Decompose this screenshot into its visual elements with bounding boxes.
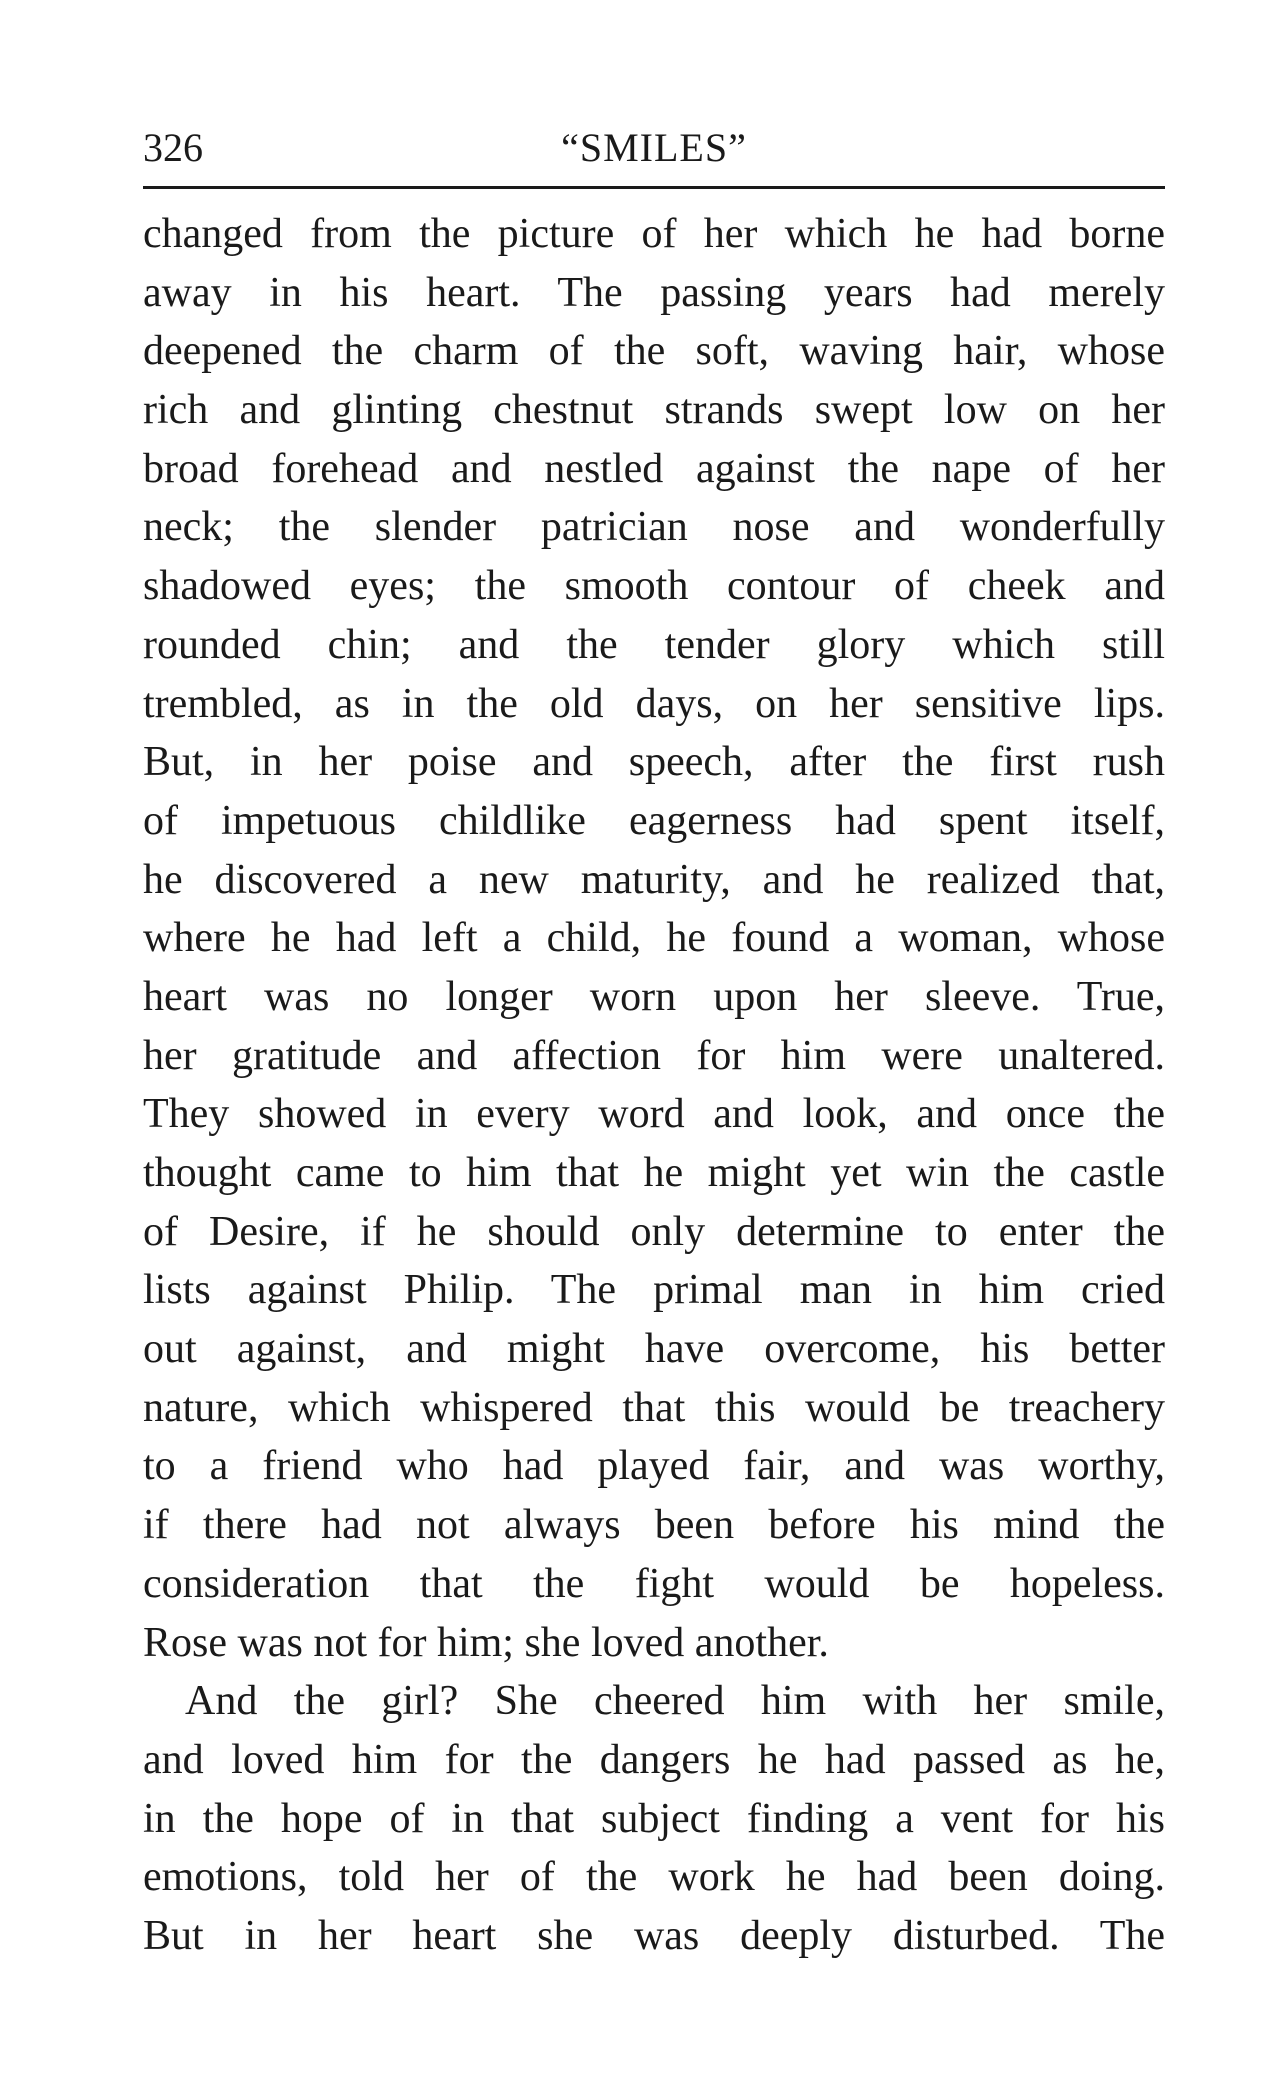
text-line: of impetuous childlike eagerness had spent itself, xyxy=(143,797,1165,844)
header-rule xyxy=(143,186,1165,189)
text-line: shadowed eyes; the smooth contour of cheek and xyxy=(143,563,1165,610)
text-line: to a friend who had played fair, and was worthy, xyxy=(143,1443,1165,1490)
text-line: her gratitude and affection for him were unaltered. xyxy=(143,1032,1165,1079)
text-line: where he had left a child, he found a woman, whose xyxy=(143,915,1165,962)
text-line: of Desire, if he should only determine to enter the xyxy=(143,1208,1165,1255)
page-number: 326 xyxy=(143,125,203,170)
text-line: if there had not always been before his mind the xyxy=(143,1502,1165,1549)
text-line: But, in her poise and speech, after the first rush xyxy=(143,739,1165,786)
text-line: nature, which whispered that this would be treachery xyxy=(143,1384,1165,1431)
text-line: out against, and might have overcome, his better xyxy=(143,1326,1165,1373)
text-line: heart was no longer worn upon her sleeve. True, xyxy=(143,973,1165,1020)
text-line: he discovered a new maturity, and he realized that, xyxy=(143,856,1165,903)
text-line: rounded chin; and the tender glory which still xyxy=(143,621,1165,668)
running-title: “SMILES” xyxy=(561,125,747,170)
text-line: deepened the charm of the soft, waving hair, whose xyxy=(143,328,1165,375)
text-line: trembled, as in the old days, on her sensitive lips. xyxy=(143,680,1165,727)
text-line: thought came to him that he might yet win the castle xyxy=(143,1150,1165,1196)
text-line: consideration that the fight would be hopeless. xyxy=(143,1560,1165,1607)
text-line: emotions, told her of the work he had been doing. xyxy=(143,1854,1165,1901)
text-line: But in her heart she was deeply disturbed. The xyxy=(143,1912,1165,1959)
text-line: neck; the slender patrician nose and wonderfully xyxy=(143,504,1165,551)
text-line: lists against Philip. The primal man in him cried xyxy=(143,1267,1165,1314)
paragraph-end-line: Rose was not for him; she loved another. xyxy=(143,1619,829,1666)
text-line: changed from the picture of her which he had borne xyxy=(143,211,1165,257)
text-line: and loved him for the dangers he had passed as he, xyxy=(143,1736,1165,1783)
text-line: broad forehead and nestled against the nape of her xyxy=(143,445,1165,492)
running-header xyxy=(143,118,1165,178)
text-line: They showed in every word and look, and once the xyxy=(143,1091,1165,1138)
paragraph-start-line: And the girl? She cheered him with her smile, xyxy=(185,1678,1165,1725)
text-line: in the hope of in that subject finding a vent for his xyxy=(143,1795,1165,1842)
text-line: rich and glinting chestnut strands swept low on her xyxy=(143,387,1165,434)
page-body xyxy=(143,205,1165,1966)
text-line: away in his heart. The passing years had merely xyxy=(143,269,1165,316)
